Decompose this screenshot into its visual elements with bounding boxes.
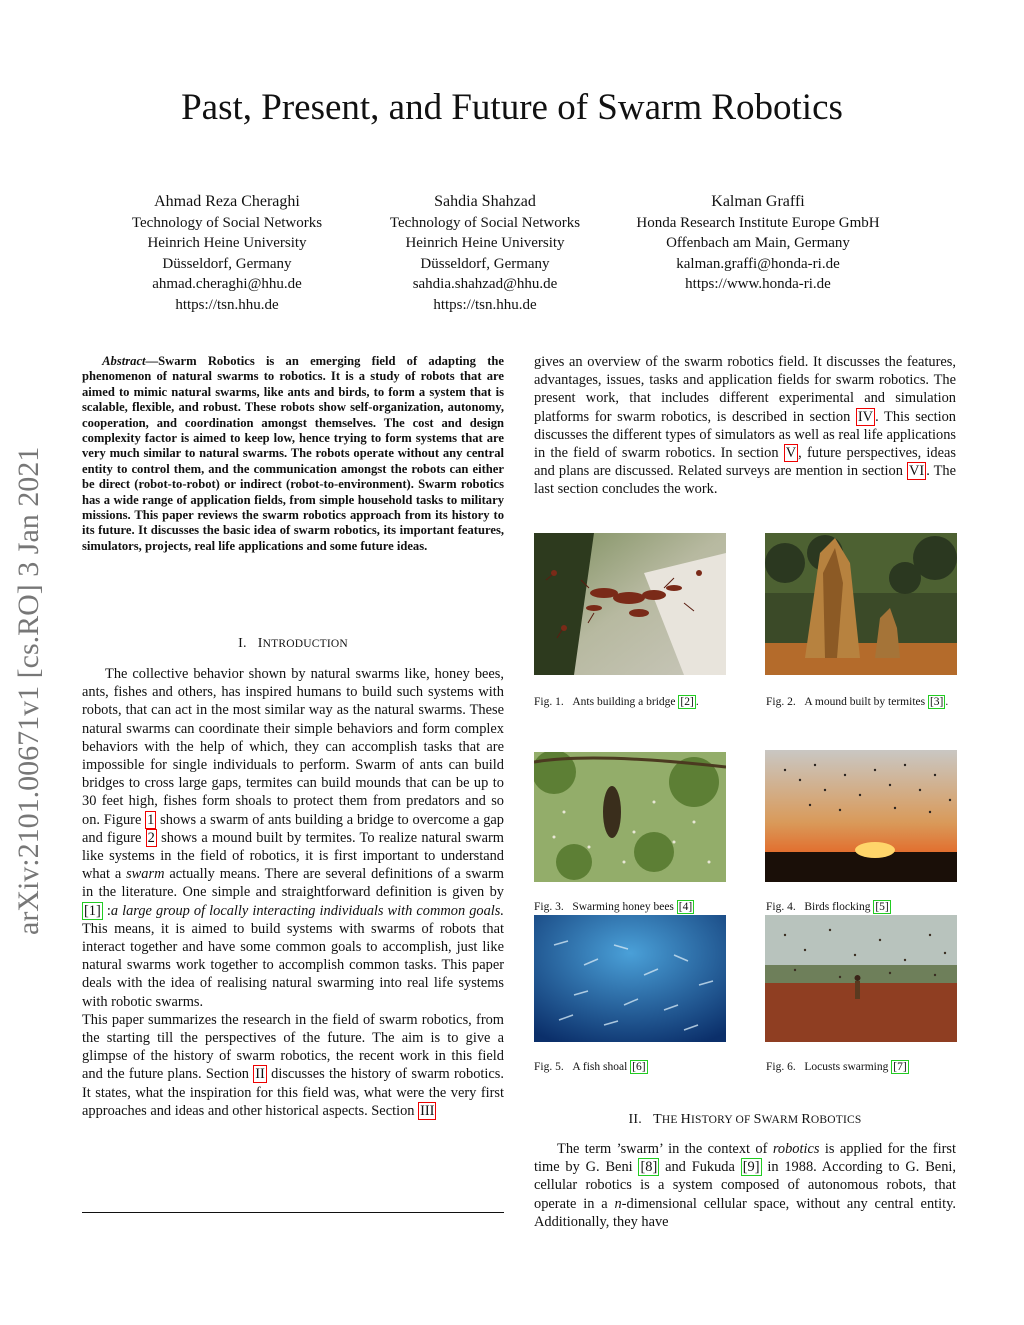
figure-caption: Fig. 5. A fish shoal [6] xyxy=(534,1061,646,1073)
section-link[interactable]: VI xyxy=(909,463,925,480)
author-affiliation: Technology of Social Networks xyxy=(131,214,323,231)
author-location: Düsseldorf, Germany xyxy=(420,255,550,272)
author-name: Ahmad Reza Cheraghi xyxy=(154,193,300,210)
paragraph: gives an overview of the swarm robotics field. It discusses the features, advantages, issues, tasks and application fields for swarm robotics. The present work, that includes different experimental and simulation platforms for swarm robotics, is described in section IV . This section discusses the different types of simulators as well as real life applications in the field of swarm robotics. In section V , future perspectives, ideas and plans are discussed. Related surveys are mention in section VI . The last section concludes the work. xyxy=(534,354,957,498)
arxiv-identifier: arXiv:2101.00671v1 [cs.RO] 3 Jan 2021 xyxy=(12,446,45,935)
figure-caption: Fig. 1. Ants building a bridge [2] . xyxy=(534,696,699,708)
citation-link[interactable]: [7] xyxy=(893,1061,907,1073)
footnote-rule xyxy=(82,1212,504,1213)
paragraph: The term ’swarm’ in the context of robotics is applied for the first time by G. Beni [8] and Fukuda [9] in 1988. According to G. Beni, cellular robotics is a system composed of autonomous robots, that operate in a n-dimensional cellular space, without any central entity. Additionally, they have xyxy=(534,1141,956,1230)
citation-link[interactable]: [5] xyxy=(875,901,889,913)
section-heading-introduction: I. INTRODUCTION xyxy=(238,636,348,651)
author-name: Kalman Graffi xyxy=(711,193,805,210)
author-email[interactable]: kalman.graffi@honda-ri.de xyxy=(676,255,840,272)
figure-ants-bridge-image xyxy=(534,533,726,675)
author-location: Düsseldorf, Germany xyxy=(162,255,292,272)
section-link[interactable]: III xyxy=(420,1102,435,1119)
figure-link[interactable]: 1 xyxy=(147,811,155,828)
figure-honey-bees-image xyxy=(534,752,726,882)
history-body xyxy=(534,1140,956,1231)
author-url[interactable]: https://www.honda-ri.de xyxy=(685,276,831,293)
citation-link[interactable]: [4] xyxy=(678,901,693,913)
author-affiliation: Honda Research Institute Europe GmbH xyxy=(636,214,880,231)
figure-termite-mound-image xyxy=(765,533,957,675)
paragraph: This paper summarizes the research in the field of swarm robotics, from the starting till the perspectives of the future. The aim is to give a glimpse of the history of swarm robotics, the recent work in this field and the future plans. Section II discusses the history of swarm robotics. It states, what the inspiration for this field was, what were the very first approaches and ideas and other historical aspects. Section III xyxy=(82,1011,504,1119)
figure-caption: Fig. 2. A mound built by termites [3] . xyxy=(766,696,949,708)
abstract-text: —Swarm Robotics is an emerging field of adapting the phenomenon of natural swarms to robotics. It is a study of robots that are aimed to mimic natural swarms, like ants and birds, to form a system that is scalable, flexible, and robust. These robots show self-organization, autonomy, cooperation, and coordination amongst themselves. The cost and design complexity factor is aimed to keep low, hence trying to form systems that are very much similar to natural swarms. The robots operate without any central entity to control them, and the communication amongst the robots can either be direct (robot-to-robot) or indirect (robot-to-environment). Swarm robotics has a wide range of application fields, from simple household tasks to military missions. This paper reviews the swarm robotics approach from its history to its future. It discusses the basic idea of swarm robotics, its important features, simulators, projects, real life applications and some future ideas. xyxy=(82,354,504,553)
abstract xyxy=(82,354,504,554)
abstract-label: Abstract xyxy=(102,354,146,368)
figure-birds-flocking-image xyxy=(765,750,957,882)
figure-caption: Fig. 4. Birds flocking [5] xyxy=(766,901,889,913)
figure-link[interactable]: 2 xyxy=(147,829,155,846)
introduction-body xyxy=(82,665,504,1120)
section-link[interactable]: IV xyxy=(857,408,874,425)
author-block-3 xyxy=(628,192,888,295)
citation-link[interactable]: [8] xyxy=(640,1159,658,1176)
author-block-1 xyxy=(97,192,357,316)
figure-locusts-image xyxy=(765,915,957,1042)
author-location: Offenbach am Main, Germany xyxy=(666,235,850,252)
figure-caption: Fig. 3. Swarming honey bees [4] xyxy=(534,901,693,913)
section-link[interactable]: II xyxy=(255,1066,265,1083)
introduction-continued xyxy=(534,353,956,499)
figure-caption: Fig. 6. Locusts swarming [7] xyxy=(766,1061,907,1073)
citation-link[interactable]: [6] xyxy=(632,1061,646,1073)
figure-fish-shoal-image xyxy=(534,915,726,1042)
section-heading-history: II. THE HISTORY OF SWARM ROBOTICS xyxy=(628,1112,862,1127)
citation-link[interactable]: [9] xyxy=(742,1159,760,1176)
author-affiliation: Technology of Social Networks xyxy=(389,214,581,231)
author-email[interactable]: sahdia.shahzad@hhu.de xyxy=(412,276,558,293)
author-url[interactable]: https://tsn.hhu.de xyxy=(175,296,279,313)
section-link[interactable]: V xyxy=(785,445,797,462)
author-url[interactable]: https://tsn.hhu.de xyxy=(433,296,537,313)
author-name: Sahdia Shahzad xyxy=(434,193,536,210)
author-affiliation: Heinrich Heine University xyxy=(405,235,565,252)
author-affiliation: Heinrich Heine University xyxy=(147,235,307,252)
author-block-2 xyxy=(355,192,615,316)
citation-link[interactable]: [3] xyxy=(929,696,944,708)
citation-link[interactable]: [2] xyxy=(680,696,694,708)
citation-link[interactable]: [1] xyxy=(84,902,101,919)
paper-title: Past, Present, and Future of Swarm Robotics xyxy=(181,87,843,128)
paragraph: The collective behavior shown by natural swarms like, honey bees, ants, fishes and others, has inspired humans to build such systems with robots, that can act in the most similar way as the natural swarms. These natural swarms can coordinate their simple behaviors and form complex behaviors with the help of which, they can accomplish tasks that are impossible for single individuals to perform. Swarm of ants can build bridges to cross large gaps, termites can build mounds that can be up to 30 feet high, fishes form shoals to protect them from predators and so on. Figure 1 shows a swarm of ants building a bridge to overcome a gap and figure 2 shows a mound built by termites. To realize natural swarm like systems in the field of robotics, it is first important to understand what a swarm actually means. There are several definitions of a swarm in the literature. One simple and straightforward definition is given by [1] :a large group of locally interacting individuals with common goals. This means, it is aimed to build systems with swarms of robots that interact together and have some common goals to accomplish, just like natural swarms work together to accomplish common tasks. This paper deals with the idea of realising natural swarming into real life systems with robotic swarms. xyxy=(82,666,504,1010)
author-email[interactable]: ahmad.cheraghi@hhu.de xyxy=(152,276,302,293)
